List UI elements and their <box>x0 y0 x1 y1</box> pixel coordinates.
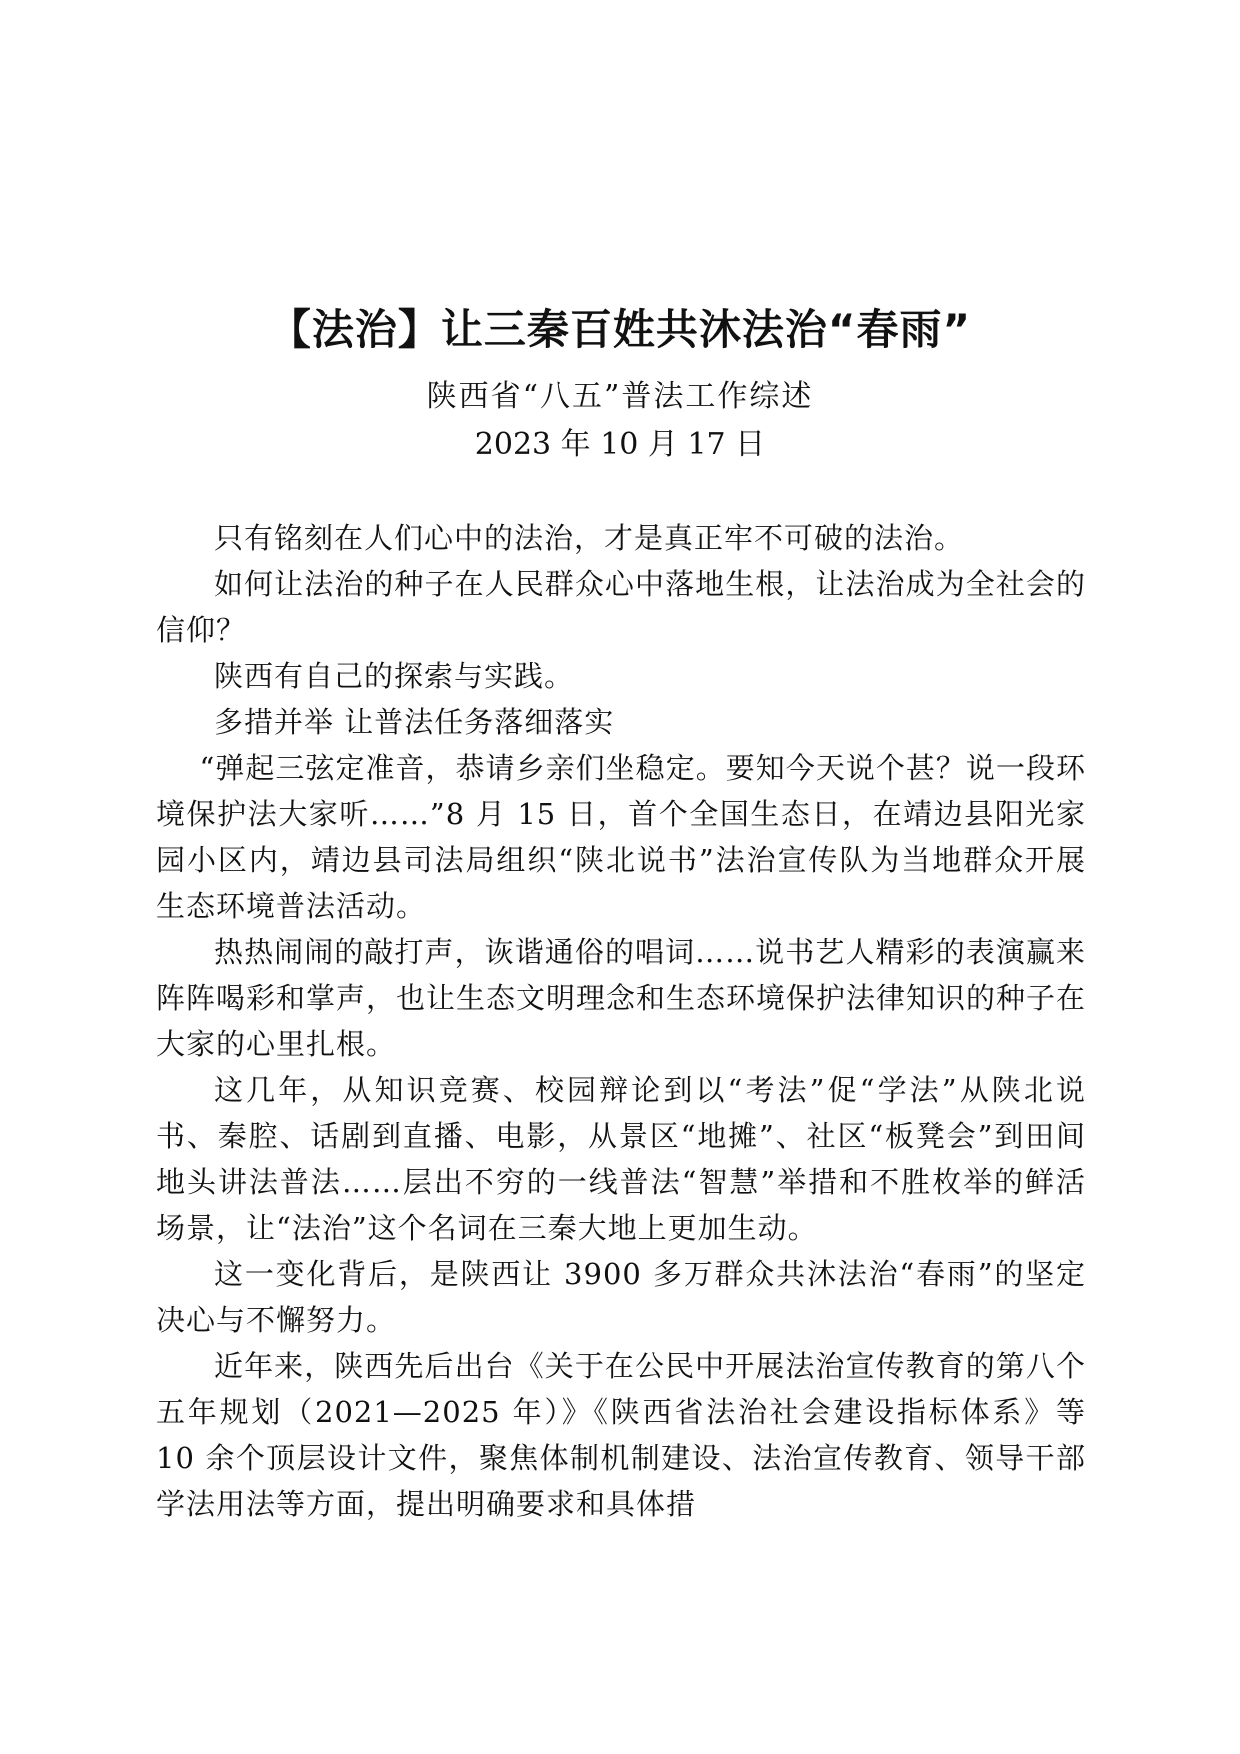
section-heading: 多措并举 让普法任务落细落实 <box>214 705 615 739</box>
page-subtitle: 陕西省“八五”普法工作综述 <box>426 379 814 414</box>
paragraph: 这一变化背后，是陕西让 3900 多万群众共沐法治“春雨”的坚定决心与不懈努力。 <box>156 1257 1086 1337</box>
publish-date: 2023 年 10 月 17 日 <box>474 427 766 462</box>
paragraph: 如何让法治的种子在人民群众心中落地生根，让法治成为全社会的信仰？ <box>156 567 1086 647</box>
article-body <box>156 515 1086 1527</box>
paragraph: 近年来，陕西先后出台《关于在公民中开展法治宣传教育的第八个五年规划（2021—2025 年）》《陕西省法治社会建设指标体系》等 10 余个顶层设计文件，聚焦体制机制建设、法治宣传教育、领导干部学法用法等方面，提出明确要求和具体措 <box>156 1349 1086 1521</box>
page-title: 【法治】让三秦百姓共沐法治“春雨” <box>268 305 972 354</box>
paragraph: 只有铭刻在人们心中的法治，才是真正牢不可破的法治。 <box>214 521 965 555</box>
paragraph: 这几年，从知识竞赛、校园辩论到以“考法”促“学法”从陕北说书、秦腔、话剧到直播、电影，从景区“地摊”、社区“板凳会”到田间地头讲法普法……层出不穷的一线普法“智慧”举措和不胜枚举的鲜活场景，让“法治”这个名词在三秦大地上更加生动。 <box>156 1073 1086 1245</box>
paragraph: 陕西有自己的探索与实践。 <box>214 659 575 693</box>
paragraph: “弹起三弦定准音，恭请乡亲们坐稳定。要知今天说个甚？说一段环境保护法大家听……”8 月 15 日，首个全国生态日，在靖边县阳光家园小区内，靖边县司法局组织“陕北说书”法治宣传队为当地群众开展生态环境普法活动。 <box>156 751 1086 923</box>
paragraph: 热热闹闹的敲打声，诙谐通俗的唱词……说书艺人精彩的表演赢来阵阵喝彩和掌声，也让生态文明理念和生态环境保护法律知识的种子在大家的心里扎根。 <box>156 935 1087 1061</box>
